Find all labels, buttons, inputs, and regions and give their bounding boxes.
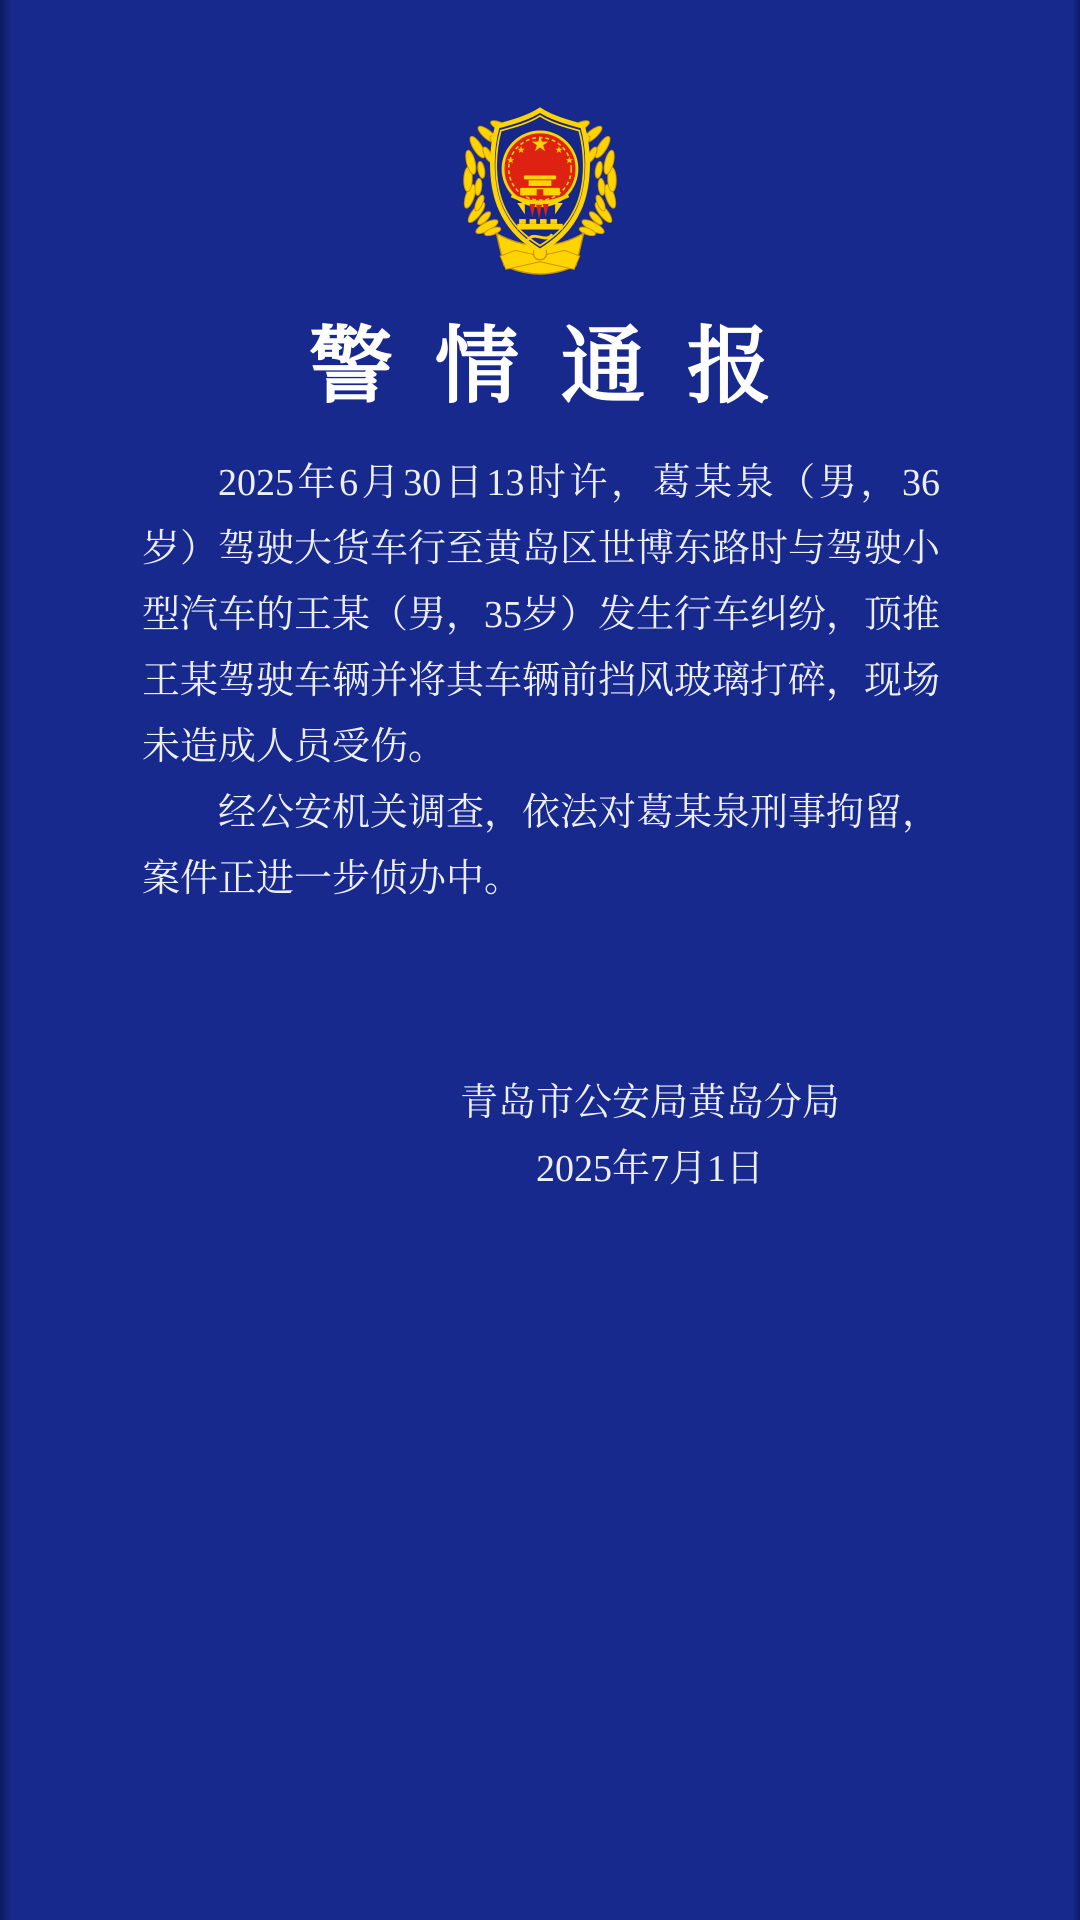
right-edge-shading [1072, 0, 1080, 1920]
notice-body [142, 450, 940, 912]
notice-paragraph-2: 经公安机关调查，依法对葛某泉刑事拘留，案件正进一步侦办中。 [142, 792, 941, 900]
issuing-agency: 青岛市公安局黄岛分局 [459, 1082, 840, 1124]
notice-title: 警情通报 [308, 321, 813, 414]
signature-block [460, 1070, 840, 1202]
notice-paragraph-1: 2025年6月30日13时许，葛某泉（男，36岁）驾驶大货车行至黄岛区世博东路时与驾驶小型汽车的王某（男，35岁）发生行车纠纷，顶推王某驾驶车辆并将其车辆前挡风玻璃打碎，现场未造成人员受伤。 [142, 462, 941, 768]
police-badge-icon [445, 95, 635, 275]
issue-date: 2025年7月1日 [535, 1148, 764, 1190]
police-badge-svg [445, 95, 635, 275]
left-edge-shading [0, 0, 12, 1920]
